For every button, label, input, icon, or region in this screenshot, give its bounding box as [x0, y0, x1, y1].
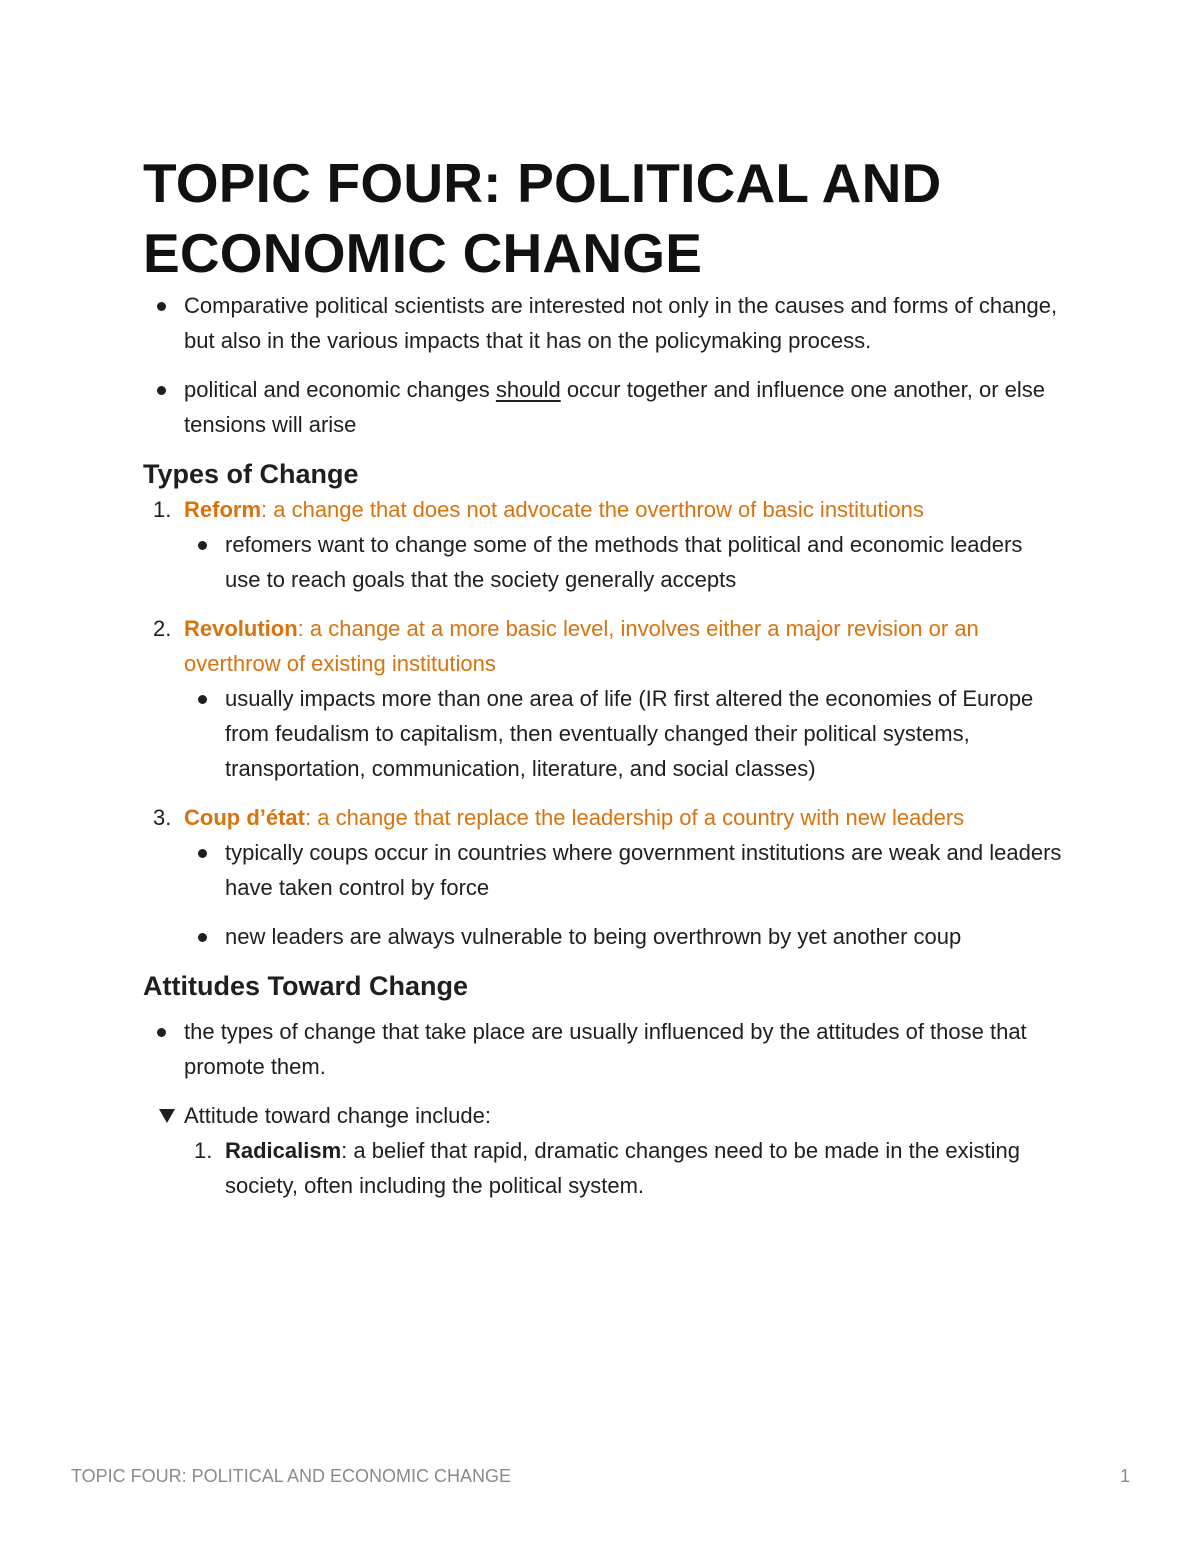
list-item-text-end: occur together and influence one another, or else tensions will arise: [184, 377, 1046, 437]
underlined-emphasis: should: [495, 377, 561, 402]
page-title: [143, 148, 1063, 288]
list-item-text: new leaders are always vulnerable to being overthrown by yet another coup: [225, 924, 962, 949]
list-number: 1.: [194, 1138, 213, 1163]
toggle-label[interactable]: Attitude toward change include:: [184, 1103, 491, 1128]
numbered-item-radicalism: [184, 1133, 1063, 1203]
section-heading-types: Types of Change: [143, 459, 359, 489]
list-number: 3.: [153, 805, 172, 830]
definition-radicalism: : a belief that rapid, dramatic changes need to be made in the existing society, often including the political system.: [225, 1138, 1020, 1198]
sub-bullet-list: [184, 527, 1063, 597]
list-item-text: Comparative political scientists are interested not only in the causes and forms of change, but also in the various impacts that it has on the policymaking process.: [184, 293, 1058, 353]
definition-revolution: : a change at a more basic level, involves either a major revision or an overthrow of existing institutions: [184, 616, 979, 676]
numbered-item-revolution: [143, 611, 1063, 786]
list-item-text: the types of change that take place are usually influenced by the attitudes of those that promote them.: [184, 1019, 1027, 1079]
document-page: [143, 148, 1063, 1203]
list-item-text: usually impacts more than one area of life (IR first altered the economies of Europe from feudalism to capitalism, then eventually changed their political systems, transportation, communication, literature, and social classes): [225, 686, 1034, 781]
definition-reform: : a change that does not advocate the overthrow of basic institutions: [261, 497, 924, 522]
definition-coup: : a change that replace the leadership of a country with new leaders: [305, 805, 965, 830]
list-item: [143, 372, 1063, 442]
sub-bullet-list: [184, 835, 1063, 954]
list-item-text: typically coups occur in countries where government institutions are weak and leaders have taken control by force: [225, 840, 1062, 900]
list-item: [184, 919, 1063, 954]
term-reform: Reform: [184, 497, 262, 522]
numbered-item-coup: [143, 800, 1063, 954]
title-line-2: ECONOMIC CHANGE: [143, 222, 703, 284]
section-heading-attitudes: Attitudes Toward Change: [143, 971, 469, 1001]
footer-running-title: TOPIC FOUR: POLITICAL AND ECONOMIC CHANGE: [71, 1466, 512, 1486]
types-numbered-list: [143, 492, 1063, 954]
term-revolution: Revolution: [184, 616, 298, 641]
list-item-text-start: political and economic changes: [184, 377, 496, 402]
term-coup: Coup d’état: [184, 805, 305, 830]
list-item: [184, 835, 1063, 905]
numbered-item-reform: [143, 492, 1063, 597]
title-line-1: TOPIC FOUR: POLITICAL AND: [143, 152, 942, 214]
list-item: [143, 1014, 1063, 1084]
list-item-text: refomers want to change some of the methods that political and economic leaders use to reach goals that the society generally accepts: [225, 532, 1023, 592]
attitudes-bullet-list: [143, 1014, 1063, 1084]
list-item: [143, 288, 1063, 358]
footer-page-number: 1: [1119, 1466, 1130, 1486]
page-footer: [71, 1466, 1130, 1487]
triangle-down-icon[interactable]: [159, 1109, 175, 1123]
intro-bullet-list: [143, 288, 1063, 442]
list-number: 2.: [153, 616, 172, 641]
list-item: [184, 681, 1063, 786]
sub-bullet-list: [184, 681, 1063, 786]
list-item: [184, 527, 1063, 597]
toggle-numbered-list: [184, 1133, 1063, 1203]
term-radicalism: Radicalism: [225, 1138, 342, 1163]
toggle-block: [143, 1098, 1063, 1203]
list-number: 1.: [153, 497, 172, 522]
